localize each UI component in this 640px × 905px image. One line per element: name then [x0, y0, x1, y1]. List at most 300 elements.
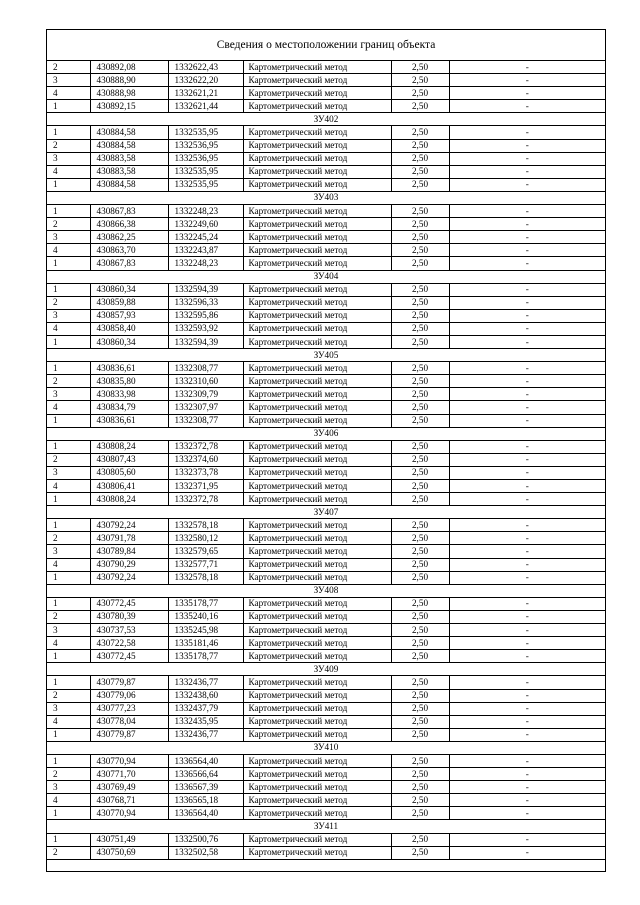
precision-cell: 2,50	[391, 401, 449, 414]
precision-cell: 2,50	[391, 728, 449, 741]
method-cell: Картометрический метод	[243, 165, 391, 178]
precision-cell: 2,50	[391, 61, 449, 74]
point-number-cell: 3	[47, 466, 90, 479]
description-cell: -	[449, 754, 605, 767]
x-coordinate-cell: 430779,87	[90, 728, 168, 741]
point-number-cell: 2	[47, 218, 90, 231]
precision-cell: 2,50	[391, 807, 449, 820]
x-coordinate-cell: 430805,60	[90, 466, 168, 479]
y-coordinate-cell: 1332593,92	[168, 322, 243, 335]
x-coordinate-cell: 430778,04	[90, 715, 168, 728]
point-number-cell: 1	[47, 257, 90, 270]
x-coordinate-cell: 430833,98	[90, 388, 168, 401]
precision-cell: 2,50	[391, 244, 449, 257]
point-number-cell: 3	[47, 152, 90, 165]
point-number-cell: 1	[47, 414, 90, 427]
table-row	[47, 768, 605, 781]
table-row	[47, 205, 605, 218]
precision-cell: 2,50	[391, 335, 449, 348]
description-cell: -	[449, 218, 605, 231]
x-coordinate-cell: 430792,24	[90, 571, 168, 584]
description-cell: -	[449, 833, 605, 846]
point-number-cell: 4	[47, 794, 90, 807]
parcel-group-row	[47, 820, 605, 833]
precision-cell: 2,50	[391, 257, 449, 270]
description-cell: -	[449, 519, 605, 532]
precision-cell: 2,50	[391, 453, 449, 466]
y-coordinate-cell: 1332535,95	[168, 165, 243, 178]
description-cell: -	[449, 807, 605, 820]
precision-cell: 2,50	[391, 126, 449, 139]
table-row	[47, 558, 605, 571]
description-cell: -	[449, 689, 605, 702]
parcel-name: ЗУ405	[47, 349, 605, 362]
precision-cell: 2,50	[391, 637, 449, 650]
method-cell: Картометрический метод	[243, 152, 391, 165]
table-row	[47, 610, 605, 623]
y-coordinate-cell: 1332373,78	[168, 466, 243, 479]
description-cell: -	[449, 794, 605, 807]
description-cell: -	[449, 100, 605, 113]
point-number-cell: 4	[47, 244, 90, 257]
y-coordinate-cell: 1332595,86	[168, 309, 243, 322]
y-coordinate-cell: 1332594,39	[168, 283, 243, 296]
description-cell: -	[449, 139, 605, 152]
x-coordinate-cell: 430768,71	[90, 794, 168, 807]
x-coordinate-cell: 430867,83	[90, 257, 168, 270]
point-number-cell: 1	[47, 597, 90, 610]
point-number-cell: 4	[47, 715, 90, 728]
x-coordinate-cell: 430808,24	[90, 440, 168, 453]
method-cell: Картометрический метод	[243, 362, 391, 375]
y-coordinate-cell: 1332309,79	[168, 388, 243, 401]
y-coordinate-cell: 1335178,77	[168, 650, 243, 663]
precision-cell: 2,50	[391, 296, 449, 309]
precision-cell: 2,50	[391, 388, 449, 401]
parcel-name: ЗУ411	[47, 820, 605, 833]
table-row	[47, 257, 605, 270]
y-coordinate-cell: 1332310,60	[168, 375, 243, 388]
x-coordinate-cell: 430857,93	[90, 309, 168, 322]
precision-cell: 2,50	[391, 689, 449, 702]
table-row	[47, 754, 605, 767]
precision-cell: 2,50	[391, 205, 449, 218]
method-cell: Картометрический метод	[243, 689, 391, 702]
parcel-name: ЗУ407	[47, 506, 605, 519]
point-number-cell: 1	[47, 283, 90, 296]
x-coordinate-cell: 430892,15	[90, 100, 168, 113]
precision-cell: 2,50	[391, 571, 449, 584]
parcel-group-row	[47, 270, 605, 283]
table-row	[47, 637, 605, 650]
point-number-cell: 1	[47, 100, 90, 113]
description-cell: -	[449, 388, 605, 401]
table-row	[47, 375, 605, 388]
table-row	[47, 794, 605, 807]
description-cell: -	[449, 74, 605, 87]
precision-cell: 2,50	[391, 178, 449, 191]
point-number-cell: 4	[47, 637, 90, 650]
table-row	[47, 833, 605, 846]
method-cell: Картометрический метод	[243, 218, 391, 231]
y-coordinate-cell: 1332577,71	[168, 558, 243, 571]
description-cell: -	[449, 87, 605, 100]
precision-cell: 2,50	[391, 362, 449, 375]
precision-cell: 2,50	[391, 283, 449, 296]
point-number-cell: 3	[47, 231, 90, 244]
method-cell: Картометрический метод	[243, 781, 391, 794]
method-cell: Картометрический метод	[243, 309, 391, 322]
x-coordinate-cell: 430859,88	[90, 296, 168, 309]
table-row	[47, 401, 605, 414]
y-coordinate-cell: 1332372,78	[168, 493, 243, 506]
x-coordinate-cell: 430771,70	[90, 768, 168, 781]
point-number-cell: 1	[47, 728, 90, 741]
method-cell: Картометрический метод	[243, 257, 391, 270]
y-coordinate-cell: 1332500,76	[168, 833, 243, 846]
table-row	[47, 597, 605, 610]
description-cell: -	[449, 768, 605, 781]
y-coordinate-cell: 1335181,46	[168, 637, 243, 650]
method-cell: Картометрический метод	[243, 807, 391, 820]
y-coordinate-cell: 1332622,43	[168, 61, 243, 74]
precision-cell: 2,50	[391, 610, 449, 623]
point-number-cell: 3	[47, 624, 90, 637]
precision-cell: 2,50	[391, 650, 449, 663]
y-coordinate-cell: 1332249,60	[168, 218, 243, 231]
x-coordinate-cell: 430884,58	[90, 178, 168, 191]
description-cell: -	[449, 781, 605, 794]
description-cell: -	[449, 846, 605, 859]
method-cell: Картометрический метод	[243, 794, 391, 807]
x-coordinate-cell: 430779,87	[90, 676, 168, 689]
x-coordinate-cell: 430860,34	[90, 335, 168, 348]
description-cell: -	[449, 178, 605, 191]
y-coordinate-cell: 1336567,39	[168, 781, 243, 794]
table-row	[47, 87, 605, 100]
x-coordinate-cell: 430884,58	[90, 126, 168, 139]
method-cell: Картометрический метод	[243, 466, 391, 479]
method-cell: Картометрический метод	[243, 493, 391, 506]
method-cell: Картометрический метод	[243, 231, 391, 244]
point-number-cell: 1	[47, 650, 90, 663]
parcel-name: ЗУ404	[47, 270, 605, 283]
point-number-cell: 1	[47, 335, 90, 348]
y-coordinate-cell: 1332308,77	[168, 414, 243, 427]
description-cell: -	[449, 152, 605, 165]
x-coordinate-cell: 430777,23	[90, 702, 168, 715]
precision-cell: 2,50	[391, 519, 449, 532]
point-number-cell: 1	[47, 440, 90, 453]
y-coordinate-cell: 1336566,64	[168, 768, 243, 781]
description-cell: -	[449, 165, 605, 178]
method-cell: Картометрический метод	[243, 388, 391, 401]
y-coordinate-cell: 1332535,95	[168, 178, 243, 191]
y-coordinate-cell: 1332248,23	[168, 205, 243, 218]
table-row	[47, 846, 605, 859]
method-cell: Картометрический метод	[243, 139, 391, 152]
method-cell: Картометрический метод	[243, 401, 391, 414]
precision-cell: 2,50	[391, 309, 449, 322]
point-number-cell: 3	[47, 702, 90, 715]
y-coordinate-cell: 1332535,95	[168, 126, 243, 139]
x-coordinate-cell: 430750,69	[90, 846, 168, 859]
method-cell: Картометрический метод	[243, 322, 391, 335]
y-coordinate-cell: 1332372,78	[168, 440, 243, 453]
y-coordinate-cell: 1332536,95	[168, 152, 243, 165]
table-row	[47, 728, 605, 741]
method-cell: Картометрический метод	[243, 519, 391, 532]
x-coordinate-cell: 430772,45	[90, 650, 168, 663]
y-coordinate-cell: 1332536,95	[168, 139, 243, 152]
point-number-cell: 2	[47, 61, 90, 74]
precision-cell: 2,50	[391, 558, 449, 571]
y-coordinate-cell: 1335178,77	[168, 597, 243, 610]
table-row	[47, 296, 605, 309]
table-row	[47, 715, 605, 728]
precision-cell: 2,50	[391, 702, 449, 715]
table-row	[47, 571, 605, 584]
table-row	[47, 322, 605, 335]
precision-cell: 2,50	[391, 139, 449, 152]
table-row	[47, 388, 605, 401]
x-coordinate-cell: 430737,53	[90, 624, 168, 637]
description-cell: -	[449, 466, 605, 479]
method-cell: Картометрический метод	[243, 244, 391, 257]
point-number-cell: 2	[47, 296, 90, 309]
method-cell: Картометрический метод	[243, 650, 391, 663]
description-cell: -	[449, 244, 605, 257]
document-title: Сведения о местоположении границ объекта	[47, 30, 605, 61]
method-cell: Картометрический метод	[243, 702, 391, 715]
precision-cell: 2,50	[391, 676, 449, 689]
parcel-group-row	[47, 191, 605, 204]
table-row	[47, 480, 605, 493]
table-row	[47, 231, 605, 244]
parcel-name: ЗУ408	[47, 584, 605, 597]
point-number-cell: 1	[47, 676, 90, 689]
method-cell: Картометрический метод	[243, 61, 391, 74]
method-cell: Картометрический метод	[243, 296, 391, 309]
point-number-cell: 1	[47, 833, 90, 846]
point-number-cell: 4	[47, 165, 90, 178]
method-cell: Картометрический метод	[243, 74, 391, 87]
parcel-name: ЗУ410	[47, 741, 605, 754]
description-cell: -	[449, 322, 605, 335]
point-number-cell: 1	[47, 493, 90, 506]
table-row	[47, 689, 605, 702]
x-coordinate-cell: 430835,80	[90, 375, 168, 388]
point-number-cell: 4	[47, 322, 90, 335]
point-number-cell: 1	[47, 205, 90, 218]
y-coordinate-cell: 1332307,97	[168, 401, 243, 414]
y-coordinate-cell: 1332371,95	[168, 480, 243, 493]
description-cell: -	[449, 257, 605, 270]
x-coordinate-cell: 430772,45	[90, 597, 168, 610]
method-cell: Картометрический метод	[243, 87, 391, 100]
y-coordinate-cell: 1332374,60	[168, 453, 243, 466]
table-row	[47, 74, 605, 87]
description-cell: -	[449, 362, 605, 375]
table-row	[47, 178, 605, 191]
x-coordinate-cell: 430808,24	[90, 493, 168, 506]
x-coordinate-cell: 430860,34	[90, 283, 168, 296]
method-cell: Картометрический метод	[243, 375, 391, 388]
precision-cell: 2,50	[391, 794, 449, 807]
x-coordinate-cell: 430836,61	[90, 362, 168, 375]
precision-cell: 2,50	[391, 74, 449, 87]
y-coordinate-cell: 1332436,77	[168, 676, 243, 689]
method-cell: Картометрический метод	[243, 833, 391, 846]
table-row	[47, 335, 605, 348]
parcel-group-row	[47, 663, 605, 676]
table-row	[47, 165, 605, 178]
precision-cell: 2,50	[391, 493, 449, 506]
point-number-cell: 2	[47, 139, 90, 152]
point-number-cell: 1	[47, 519, 90, 532]
method-cell: Картометрический метод	[243, 414, 391, 427]
method-cell: Картометрический метод	[243, 637, 391, 650]
point-number-cell: 1	[47, 807, 90, 820]
method-cell: Картометрический метод	[243, 440, 391, 453]
y-coordinate-cell: 1332580,12	[168, 532, 243, 545]
x-coordinate-cell: 430862,25	[90, 231, 168, 244]
y-coordinate-cell: 1332308,77	[168, 362, 243, 375]
point-number-cell: 3	[47, 388, 90, 401]
x-coordinate-cell: 430863,70	[90, 244, 168, 257]
x-coordinate-cell: 430888,98	[90, 87, 168, 100]
method-cell: Картометрический метод	[243, 100, 391, 113]
y-coordinate-cell: 1332594,39	[168, 335, 243, 348]
description-cell: -	[449, 231, 605, 244]
y-coordinate-cell: 1332436,77	[168, 728, 243, 741]
parcel-group-row	[47, 584, 605, 597]
coordinates-table	[47, 61, 605, 860]
table-row	[47, 440, 605, 453]
document-frame	[46, 29, 606, 872]
x-coordinate-cell: 430770,94	[90, 754, 168, 767]
table-row	[47, 545, 605, 558]
precision-cell: 2,50	[391, 440, 449, 453]
description-cell: -	[449, 728, 605, 741]
table-row	[47, 532, 605, 545]
y-coordinate-cell: 1335240,16	[168, 610, 243, 623]
y-coordinate-cell: 1332621,44	[168, 100, 243, 113]
table-row	[47, 414, 605, 427]
table-row	[47, 624, 605, 637]
method-cell: Картометрический метод	[243, 178, 391, 191]
method-cell: Картометрический метод	[243, 283, 391, 296]
precision-cell: 2,50	[391, 715, 449, 728]
point-number-cell: 4	[47, 401, 90, 414]
table-row	[47, 466, 605, 479]
description-cell: -	[449, 440, 605, 453]
description-cell: -	[449, 558, 605, 571]
description-cell: -	[449, 545, 605, 558]
y-coordinate-cell: 1332248,23	[168, 257, 243, 270]
x-coordinate-cell: 430858,40	[90, 322, 168, 335]
x-coordinate-cell: 430883,58	[90, 165, 168, 178]
table-row	[47, 519, 605, 532]
description-cell: -	[449, 309, 605, 322]
description-cell: -	[449, 532, 605, 545]
method-cell: Картометрический метод	[243, 610, 391, 623]
description-cell: -	[449, 571, 605, 584]
precision-cell: 2,50	[391, 846, 449, 859]
point-number-cell: 2	[47, 532, 90, 545]
method-cell: Картометрический метод	[243, 728, 391, 741]
precision-cell: 2,50	[391, 152, 449, 165]
description-cell: -	[449, 296, 605, 309]
method-cell: Картометрический метод	[243, 768, 391, 781]
point-number-cell: 4	[47, 87, 90, 100]
precision-cell: 2,50	[391, 218, 449, 231]
method-cell: Картометрический метод	[243, 597, 391, 610]
description-cell: -	[449, 126, 605, 139]
method-cell: Картометрический метод	[243, 335, 391, 348]
x-coordinate-cell: 430892,08	[90, 61, 168, 74]
point-number-cell: 3	[47, 74, 90, 87]
precision-cell: 2,50	[391, 322, 449, 335]
y-coordinate-cell: 1332437,79	[168, 702, 243, 715]
parcel-group-row	[47, 506, 605, 519]
method-cell: Картометрический метод	[243, 676, 391, 689]
y-coordinate-cell: 1332578,18	[168, 571, 243, 584]
table-row	[47, 100, 605, 113]
table-row	[47, 309, 605, 322]
precision-cell: 2,50	[391, 480, 449, 493]
table-row	[47, 493, 605, 506]
parcel-name: ЗУ409	[47, 663, 605, 676]
y-coordinate-cell: 1335245,98	[168, 624, 243, 637]
parcel-name: ЗУ402	[47, 113, 605, 126]
precision-cell: 2,50	[391, 754, 449, 767]
method-cell: Картометрический метод	[243, 532, 391, 545]
table-row	[47, 283, 605, 296]
description-cell: -	[449, 650, 605, 663]
precision-cell: 2,50	[391, 624, 449, 637]
method-cell: Картометрический метод	[243, 846, 391, 859]
table-row	[47, 152, 605, 165]
description-cell: -	[449, 414, 605, 427]
point-number-cell: 1	[47, 754, 90, 767]
point-number-cell: 1	[47, 178, 90, 191]
point-number-cell: 2	[47, 453, 90, 466]
y-coordinate-cell: 1332502,58	[168, 846, 243, 859]
precision-cell: 2,50	[391, 768, 449, 781]
x-coordinate-cell: 430883,58	[90, 152, 168, 165]
x-coordinate-cell: 430769,49	[90, 781, 168, 794]
precision-cell: 2,50	[391, 165, 449, 178]
method-cell: Картометрический метод	[243, 126, 391, 139]
method-cell: Картометрический метод	[243, 453, 391, 466]
x-coordinate-cell: 430751,49	[90, 833, 168, 846]
y-coordinate-cell: 1332621,21	[168, 87, 243, 100]
parcel-name: ЗУ406	[47, 427, 605, 440]
point-number-cell: 2	[47, 846, 90, 859]
method-cell: Картометрический метод	[243, 571, 391, 584]
method-cell: Картометрический метод	[243, 715, 391, 728]
method-cell: Картометрический метод	[243, 754, 391, 767]
precision-cell: 2,50	[391, 414, 449, 427]
y-coordinate-cell: 1332578,18	[168, 519, 243, 532]
precision-cell: 2,50	[391, 466, 449, 479]
method-cell: Картометрический метод	[243, 624, 391, 637]
description-cell: -	[449, 61, 605, 74]
y-coordinate-cell: 1332622,20	[168, 74, 243, 87]
precision-cell: 2,50	[391, 87, 449, 100]
description-cell: -	[449, 715, 605, 728]
